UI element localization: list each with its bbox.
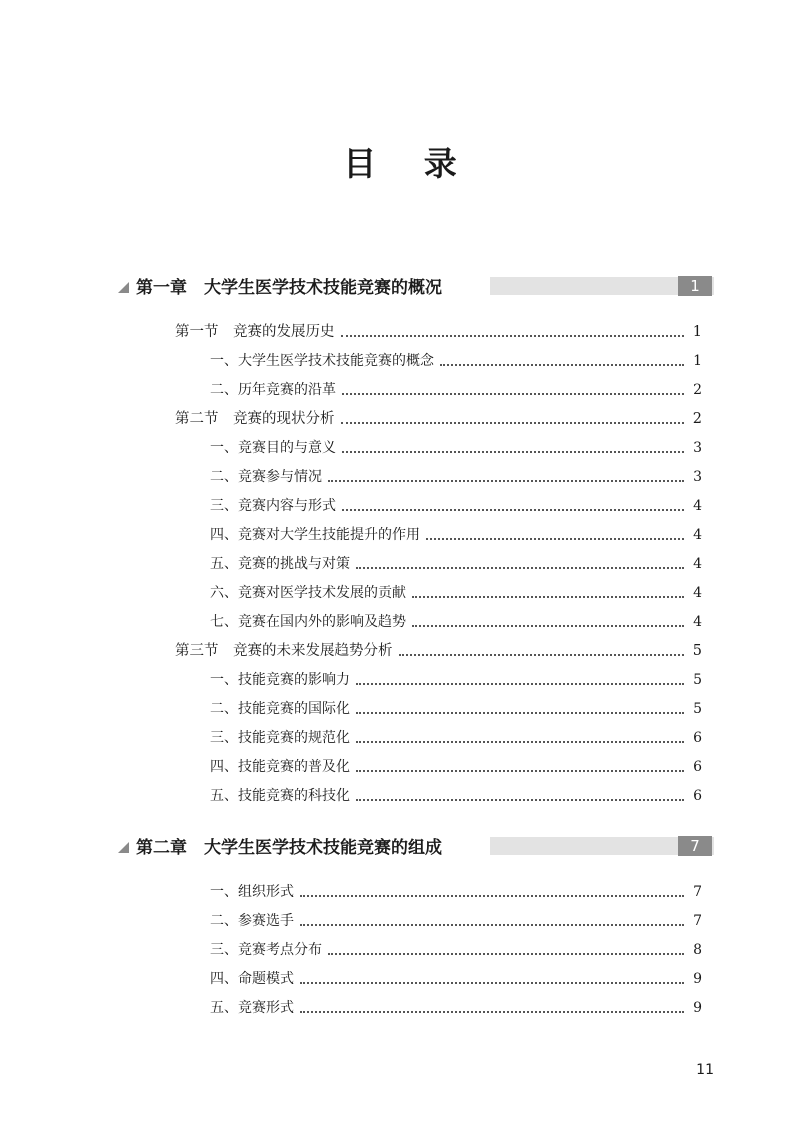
entry-title: 二、竞赛参与情况 — [210, 469, 322, 485]
leader-dots — [342, 451, 684, 453]
entry-page: 9 — [693, 971, 702, 987]
entry-page: 3 — [693, 469, 702, 485]
entry-title: 二、参赛选手 — [210, 913, 294, 929]
toc-item[interactable] — [210, 753, 702, 777]
leader-dots — [356, 567, 684, 569]
entry-page: 7 — [693, 913, 702, 929]
leader-dots — [342, 509, 684, 511]
entry-page: 1 — [693, 353, 702, 369]
triangle-icon — [118, 842, 129, 853]
entry-title: 七、竞赛在国内外的影响及趋势 — [210, 614, 406, 630]
leader-dots — [356, 741, 684, 743]
entry-title: 二、技能竞赛的国际化 — [210, 701, 350, 717]
leader-dots — [328, 953, 684, 955]
entry-title: 三、竞赛考点分布 — [210, 942, 322, 958]
toc-section[interactable] — [175, 318, 702, 342]
leader-dots — [426, 538, 684, 540]
entry-title: 一、技能竞赛的影响力 — [210, 672, 350, 688]
leader-dots — [440, 364, 684, 366]
entry-title: 一、大学生医学技术技能竞赛的概念 — [210, 353, 434, 369]
entry-page: 7 — [693, 884, 702, 900]
toc-section[interactable] — [175, 405, 702, 429]
entry-title: 五、技能竞赛的科技化 — [210, 788, 350, 804]
entry-page: 1 — [692, 324, 702, 340]
leader-dots — [300, 924, 684, 926]
entry-page: 9 — [693, 1000, 702, 1016]
leader-dots — [328, 480, 684, 482]
entry-title: 四、竞赛对大学生技能提升的作用 — [210, 527, 420, 543]
entry-title: 一、组织形式 — [210, 884, 294, 900]
leader-dots — [300, 982, 684, 984]
entry-page: 4 — [693, 527, 702, 543]
entry-title: 六、竞赛对医学技术发展的贡献 — [210, 585, 406, 601]
chapter-heading[interactable] — [118, 275, 714, 297]
entry-page: 2 — [693, 382, 702, 398]
entry-page: 4 — [693, 556, 702, 572]
leader-dots — [300, 895, 684, 897]
toc-item[interactable] — [210, 695, 702, 719]
leader-dots — [412, 625, 684, 627]
entry-page: 6 — [693, 759, 702, 775]
page-number: 11 — [696, 1062, 714, 1078]
entry-page: 5 — [693, 701, 702, 717]
toc-item[interactable] — [210, 376, 702, 400]
chapter-title: 第二章 大学生医学技术技能竞赛的组成 — [136, 833, 452, 858]
leader-dots — [356, 712, 684, 714]
chapter-title: 第一章 大学生医学技术技能竞赛的概况 — [136, 273, 452, 298]
triangle-icon — [118, 282, 129, 293]
leader-dots — [341, 422, 685, 424]
toc-item[interactable] — [210, 666, 702, 690]
chapter-page-badge: 7 — [678, 836, 712, 856]
entry-title: 一、竞赛目的与意义 — [210, 440, 336, 456]
entry-page: 6 — [693, 730, 702, 746]
entry-page: 5 — [692, 643, 702, 659]
entry-page: 4 — [693, 498, 702, 514]
entry-title: 第一节 竞赛的发展历史 — [175, 324, 335, 340]
toc-item[interactable] — [210, 994, 702, 1018]
toc-item[interactable] — [210, 936, 702, 960]
leader-dots — [341, 335, 685, 337]
entry-title: 第三节 竞赛的未来发展趋势分析 — [175, 643, 393, 659]
toc-item[interactable] — [210, 782, 702, 806]
toc-section[interactable] — [175, 637, 702, 661]
toc-item[interactable] — [210, 878, 702, 902]
toc-item[interactable] — [210, 347, 702, 371]
leader-dots — [356, 683, 684, 685]
entry-page: 4 — [693, 614, 702, 630]
toc-item[interactable] — [210, 521, 702, 545]
toc-item[interactable] — [210, 463, 702, 487]
entry-title: 四、命题模式 — [210, 971, 294, 987]
entry-title: 五、竞赛的挑战与对策 — [210, 556, 350, 572]
leader-dots — [399, 654, 685, 656]
page-title: 目 录 — [343, 144, 475, 183]
entry-title: 三、竞赛内容与形式 — [210, 498, 336, 514]
entry-title: 第二节 竞赛的现状分析 — [175, 411, 335, 427]
leader-dots — [356, 799, 684, 801]
entry-page: 3 — [693, 440, 702, 456]
entry-page: 6 — [693, 788, 702, 804]
entry-title: 四、技能竞赛的普及化 — [210, 759, 350, 775]
entry-page: 8 — [693, 942, 702, 958]
chapter-page-badge: 1 — [678, 276, 712, 296]
chapter-heading[interactable] — [118, 835, 714, 857]
entry-title: 五、竞赛形式 — [210, 1000, 294, 1016]
toc-item[interactable] — [210, 550, 702, 574]
entry-title: 二、历年竞赛的沿革 — [210, 382, 336, 398]
leader-dots — [356, 770, 684, 772]
entry-page: 2 — [692, 411, 702, 427]
toc-item[interactable] — [210, 724, 702, 748]
toc-item[interactable] — [210, 965, 702, 989]
toc-item[interactable] — [210, 608, 702, 632]
toc-item[interactable] — [210, 579, 702, 603]
entry-title: 三、技能竞赛的规范化 — [210, 730, 350, 746]
leader-dots — [342, 393, 684, 395]
toc-item[interactable] — [210, 434, 702, 458]
toc-item[interactable] — [210, 492, 702, 516]
leader-dots — [300, 1011, 684, 1013]
entry-page: 4 — [693, 585, 702, 601]
entry-page: 5 — [693, 672, 702, 688]
leader-dots — [412, 596, 684, 598]
toc-item[interactable] — [210, 907, 702, 931]
